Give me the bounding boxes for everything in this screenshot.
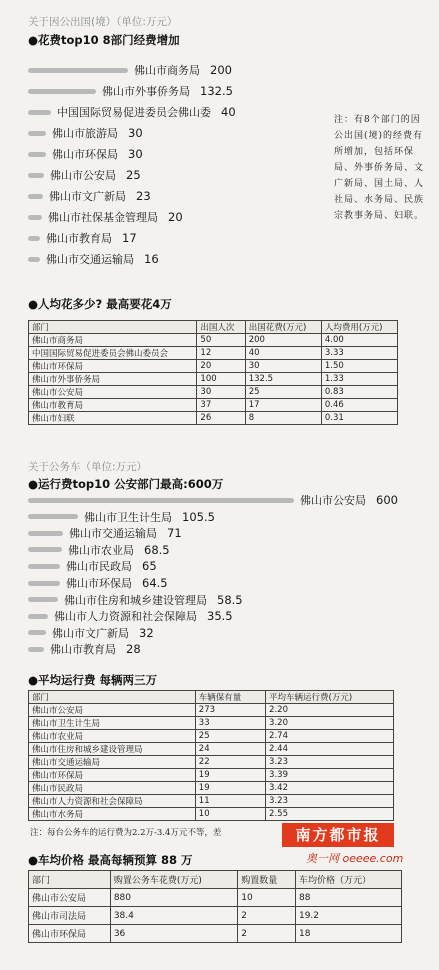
table-row bbox=[29, 782, 394, 795]
table-cell: 19.2 bbox=[295, 907, 401, 925]
table-row bbox=[29, 769, 394, 782]
table-cell: 佛山市农业局 bbox=[29, 730, 196, 743]
bar-value-label: 132.5 bbox=[200, 84, 233, 98]
table-cell: 佛山市教育局 bbox=[29, 399, 197, 412]
table-row bbox=[29, 808, 394, 821]
bar-category-label: 佛山市农业局 bbox=[68, 543, 134, 557]
table-row bbox=[29, 889, 402, 907]
table-cell: 4.00 bbox=[321, 334, 397, 347]
table-cell: 佛山市民政局 bbox=[29, 782, 196, 795]
bar-category-label: 中国国际贸易促进委员会佛山委 bbox=[57, 106, 211, 119]
bar bbox=[28, 110, 51, 115]
table-cell: 0.31 bbox=[321, 412, 397, 425]
table-cell: 2.74 bbox=[266, 730, 394, 743]
bar-value-label: 105.5 bbox=[182, 509, 215, 524]
table-header-cell: 平均车辆运行费(万元) bbox=[266, 691, 394, 704]
bar-value-label: 28 bbox=[126, 642, 141, 657]
bar-category-label: 佛山市人力资源和社会保障局 bbox=[54, 610, 197, 624]
table-cell: 36 bbox=[110, 925, 237, 943]
table-header-row bbox=[29, 321, 398, 334]
bar-value-label: 58.5 bbox=[217, 592, 243, 607]
chart2-title: ●运行费top10 公安部门最高:600万 bbox=[28, 477, 224, 491]
table-cell: 40 bbox=[245, 347, 321, 360]
table-header-cell: 车辆保有量 bbox=[195, 691, 265, 704]
bar-row bbox=[28, 575, 168, 591]
bar-category-label: 佛山市卫生计生局 bbox=[84, 510, 172, 524]
table-cell: 3.20 bbox=[266, 717, 394, 730]
bar bbox=[28, 89, 96, 94]
bar-category-label: 佛山市环保局 bbox=[66, 577, 132, 590]
table1 bbox=[28, 320, 398, 425]
table-cell: 佛山市公安局 bbox=[29, 704, 196, 717]
bar bbox=[28, 597, 58, 602]
bar bbox=[28, 614, 48, 619]
chart1-title: ●花费top10 8部门经费增加 bbox=[28, 33, 180, 47]
bar-row bbox=[28, 592, 243, 608]
table-cell: 17 bbox=[245, 399, 321, 412]
table-cell: 30 bbox=[245, 360, 321, 373]
bar-category-label: 佛山市教育局 bbox=[46, 232, 112, 245]
table-cell: 2.55 bbox=[266, 808, 394, 821]
table-cell: 佛山市环保局 bbox=[29, 769, 196, 782]
bar bbox=[28, 547, 62, 552]
bar-value-label: 65 bbox=[142, 559, 157, 574]
table-cell: 佛山市妇联 bbox=[29, 412, 197, 425]
table-cell: 10 bbox=[195, 808, 265, 821]
bar-value-label: 30 bbox=[128, 147, 143, 161]
table-row bbox=[29, 334, 398, 347]
bar-category-label: 佛山市环保局 bbox=[52, 148, 118, 161]
table-row bbox=[29, 907, 402, 925]
bar-row bbox=[28, 251, 159, 267]
bar bbox=[28, 173, 44, 178]
table-cell: 1.50 bbox=[321, 360, 397, 373]
table-header-row bbox=[29, 691, 394, 704]
table-cell: 19 bbox=[195, 769, 265, 782]
table-cell: 中国国际贸易促进委员会佛山委员会 bbox=[29, 347, 197, 360]
bar bbox=[28, 647, 44, 652]
bar-value-label: 32 bbox=[139, 625, 154, 640]
table2-title: ●平均运行费 每辆两三万 bbox=[28, 673, 158, 687]
table-cell: 佛山市卫生计生局 bbox=[29, 717, 196, 730]
table-header-cell: 部门 bbox=[29, 691, 196, 704]
table-cell: 佛山市商务局 bbox=[29, 334, 197, 347]
section2-title: 关于公务车（单位:万元） bbox=[28, 461, 148, 473]
bar-row bbox=[28, 125, 143, 141]
bar bbox=[28, 215, 42, 220]
bar bbox=[28, 257, 40, 262]
bar-value-label: 30 bbox=[128, 126, 143, 140]
bar bbox=[28, 531, 63, 536]
table-cell: 20 bbox=[197, 360, 245, 373]
bar-value-label: 64.5 bbox=[142, 576, 168, 590]
table-cell: 佛山市环保局 bbox=[29, 360, 197, 373]
bar-row bbox=[28, 104, 236, 120]
bar-value-label: 40 bbox=[221, 105, 236, 119]
section1-title: 关于因公出国(境）（单位:万元） bbox=[28, 16, 178, 28]
table-cell: 3.23 bbox=[266, 795, 394, 808]
table-header-cell: 部门 bbox=[29, 871, 111, 889]
bar-row bbox=[28, 188, 151, 204]
table-header-cell: 出国人次 bbox=[197, 321, 245, 334]
bar-row bbox=[28, 542, 170, 558]
table-cell: 3.39 bbox=[266, 769, 394, 782]
table-cell: 273 bbox=[195, 704, 265, 717]
table-header-cell: 人均费用(万元) bbox=[321, 321, 397, 334]
bar-row bbox=[28, 146, 143, 162]
table-cell: 50 bbox=[197, 334, 245, 347]
table-row bbox=[29, 412, 398, 425]
table-row bbox=[29, 360, 398, 373]
table-cell: 2 bbox=[238, 925, 296, 943]
table-row bbox=[29, 730, 394, 743]
bar-category-label: 佛山市公安局 bbox=[300, 494, 366, 507]
bar bbox=[28, 194, 43, 199]
table-cell: 佛山市公安局 bbox=[29, 386, 197, 399]
bar-row bbox=[28, 492, 398, 508]
website-logo: 奥一网 oeeee.com bbox=[306, 852, 404, 865]
bar-row bbox=[28, 525, 182, 541]
table-header-cell: 购置公务车花费(万元) bbox=[110, 871, 237, 889]
bar-row bbox=[28, 167, 141, 183]
table2 bbox=[28, 690, 394, 821]
table-cell: 22 bbox=[195, 756, 265, 769]
table-cell: 佛山市水务局 bbox=[29, 808, 196, 821]
table-header-cell: 车均价格（万元） bbox=[295, 871, 401, 889]
bar-category-label: 佛山市旅游局 bbox=[52, 127, 118, 140]
bar-row bbox=[28, 230, 137, 246]
table-cell: 3.23 bbox=[266, 756, 394, 769]
table3 bbox=[28, 870, 402, 943]
bar-category-label: 佛山市交通运输局 bbox=[69, 527, 157, 541]
table-cell: 2 bbox=[238, 907, 296, 925]
bar-category-label: 佛山市外事侨务局 bbox=[102, 85, 190, 98]
bar-value-label: 600 bbox=[376, 493, 398, 507]
bar-category-label: 佛山市住房和城乡建设管理局 bbox=[64, 593, 207, 607]
bar bbox=[28, 564, 60, 569]
bar bbox=[28, 68, 128, 73]
bar-value-label: 68.5 bbox=[144, 542, 170, 557]
table-cell: 12 bbox=[197, 347, 245, 360]
bar-category-label: 佛山市文广新局 bbox=[49, 190, 126, 203]
table-cell: 佛山市外事侨务局 bbox=[29, 373, 197, 386]
bar-row bbox=[28, 509, 215, 525]
table-cell: 3.42 bbox=[266, 782, 394, 795]
table2-footnote: 注：每台公务车的运行费为2.2万-3.4万元不等，差 bbox=[30, 828, 222, 838]
table-cell: 132.5 bbox=[245, 373, 321, 386]
bar-value-label: 200 bbox=[210, 63, 232, 77]
bar bbox=[28, 581, 60, 586]
table-cell: 2.44 bbox=[266, 743, 394, 756]
bar-category-label: 佛山市文广新局 bbox=[52, 626, 129, 640]
table-row bbox=[29, 704, 394, 717]
table-cell: 25 bbox=[245, 386, 321, 399]
table-cell: 佛山市人力资源和社会保障局 bbox=[29, 795, 196, 808]
bar-value-label: 25 bbox=[126, 168, 141, 182]
table-cell: 10 bbox=[238, 889, 296, 907]
bar-value-label: 23 bbox=[136, 189, 151, 203]
bar-value-label: 17 bbox=[122, 231, 137, 245]
table-cell: 33 bbox=[195, 717, 265, 730]
table-row bbox=[29, 795, 394, 808]
table-cell: 88 bbox=[295, 889, 401, 907]
bar-category-label: 佛山市教育局 bbox=[50, 643, 116, 657]
table-header-cell: 出国花费(万元) bbox=[245, 321, 321, 334]
table-cell: 25 bbox=[195, 730, 265, 743]
bar-row bbox=[28, 641, 141, 657]
bar-category-label: 佛山市民政局 bbox=[66, 560, 132, 574]
table-cell: 8 bbox=[245, 412, 321, 425]
table-cell: 3.33 bbox=[321, 347, 397, 360]
bar-value-label: 71 bbox=[167, 526, 182, 541]
bar bbox=[28, 131, 46, 136]
table-cell: 1.33 bbox=[321, 373, 397, 386]
table-cell: 佛山市交通运输局 bbox=[29, 756, 196, 769]
table-cell: 100 bbox=[197, 373, 245, 386]
table-header-cell: 部门 bbox=[29, 321, 197, 334]
bar-row bbox=[28, 209, 183, 225]
table3-title: ●车均价格 最高每辆预算 88 万 bbox=[28, 853, 193, 867]
table-cell: 0.46 bbox=[321, 399, 397, 412]
bar-row bbox=[28, 625, 154, 641]
bar-value-label: 20 bbox=[168, 210, 183, 224]
bar-row bbox=[28, 608, 233, 624]
table-cell: 佛山市住房和城乡建设管理局 bbox=[29, 743, 196, 756]
table-row bbox=[29, 386, 398, 399]
section1-note: 注：有8个部门的因公出国(境)的经费有所增加，包括环保局、外事侨务局、文广新局、国土局、人社局、水务局、民族宗教事务局、妇联。 bbox=[334, 115, 425, 221]
table-cell: 0.83 bbox=[321, 386, 397, 399]
bar-category-label: 佛山市交通运输局 bbox=[46, 253, 134, 266]
table-row bbox=[29, 756, 394, 769]
table-row bbox=[29, 743, 394, 756]
table-row bbox=[29, 373, 398, 386]
bar-row bbox=[28, 83, 233, 99]
table-header-cell: 购置数量 bbox=[238, 871, 296, 889]
table-row bbox=[29, 347, 398, 360]
bar-category-label: 佛山市社保基金管理局 bbox=[48, 211, 158, 224]
table-cell: 30 bbox=[197, 386, 245, 399]
table-row bbox=[29, 925, 402, 943]
table1-title: ●人均花多少? 最高要花4万 bbox=[28, 297, 172, 311]
table-cell: 佛山市环保局 bbox=[29, 925, 111, 943]
bar-category-label: 佛山市公安局 bbox=[50, 169, 116, 182]
bar bbox=[28, 498, 294, 503]
bar-row bbox=[28, 62, 232, 78]
bar-value-label: 35.5 bbox=[207, 609, 233, 624]
table-cell: 38.4 bbox=[110, 907, 237, 925]
table-cell: 2.20 bbox=[266, 704, 394, 717]
table-cell: 18 bbox=[295, 925, 401, 943]
newspaper-logo: 南方都市报 bbox=[282, 823, 394, 847]
bar-category-label: 佛山市商务局 bbox=[134, 64, 200, 77]
bar bbox=[28, 152, 46, 157]
table-row bbox=[29, 399, 398, 412]
bar bbox=[28, 514, 78, 519]
table-cell: 37 bbox=[197, 399, 245, 412]
bar-row bbox=[28, 558, 157, 574]
table-cell: 26 bbox=[197, 412, 245, 425]
bar-value-label: 16 bbox=[144, 252, 159, 266]
table-cell: 200 bbox=[245, 334, 321, 347]
table-cell: 11 bbox=[195, 795, 265, 808]
table-header-row bbox=[29, 871, 402, 889]
table-cell: 佛山市公安局 bbox=[29, 889, 111, 907]
bar bbox=[28, 630, 46, 635]
table-cell: 19 bbox=[195, 782, 265, 795]
table-cell: 880 bbox=[110, 889, 237, 907]
table-cell: 佛山市司法局 bbox=[29, 907, 111, 925]
table-cell: 24 bbox=[195, 743, 265, 756]
bar bbox=[28, 236, 40, 241]
table-row bbox=[29, 717, 394, 730]
